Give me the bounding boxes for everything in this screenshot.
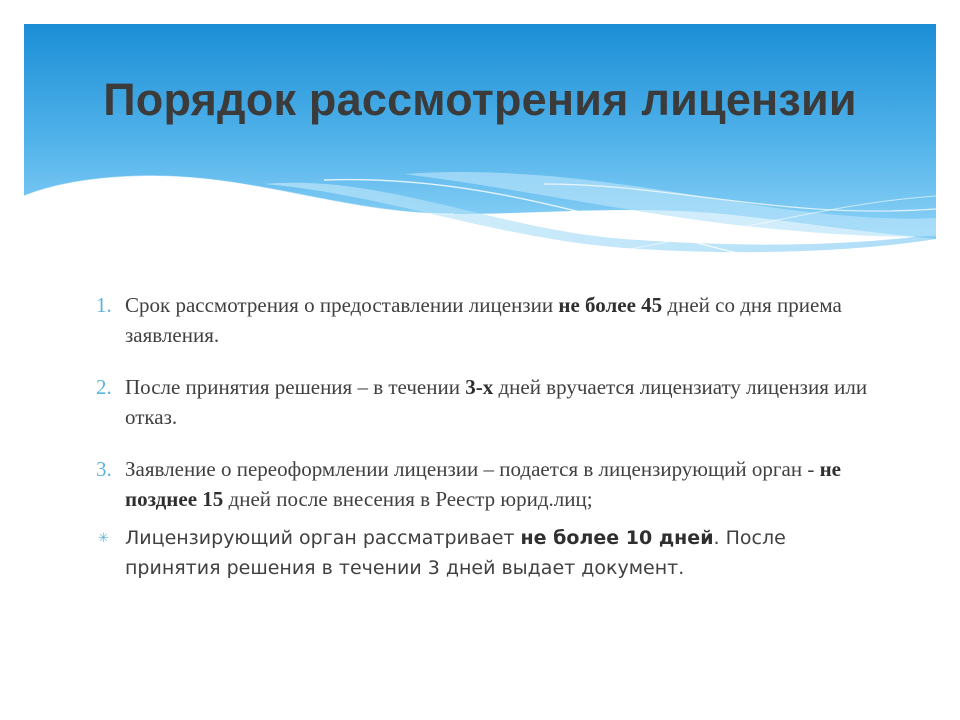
list-item <box>96 454 886 514</box>
asterisk-bullet-icon: ✳ <box>98 531 109 546</box>
list-number: 3. <box>96 457 112 481</box>
list-item <box>96 290 886 350</box>
list-item-text: После принятия решения – в течении 3-х дней вручается лицензиату лицензия или отказ. <box>125 375 868 429</box>
list-item <box>96 372 886 432</box>
list-number: 2. <box>96 375 112 399</box>
list-item-text: Срок рассмотрения о предоставлении лицензии не более 45 дней со дня приема заявления. <box>125 293 842 347</box>
list-item-text: Заявление о переоформлении лицензии – подается в лицензирующий орган - не позднее 15 дней после внесения в Реестр юрид.лиц; <box>125 457 841 511</box>
list-item-text: Лицензирующий орган рассматривает не более 10 дней. После принятия решения в течении 3 дней выдает документ. <box>125 527 786 579</box>
list-number: 1. <box>96 293 112 317</box>
header-wave-banner <box>24 24 936 269</box>
content-list <box>96 290 886 583</box>
list-item <box>96 523 886 583</box>
page-title: Порядок рассмотрения лицензии <box>103 74 857 125</box>
